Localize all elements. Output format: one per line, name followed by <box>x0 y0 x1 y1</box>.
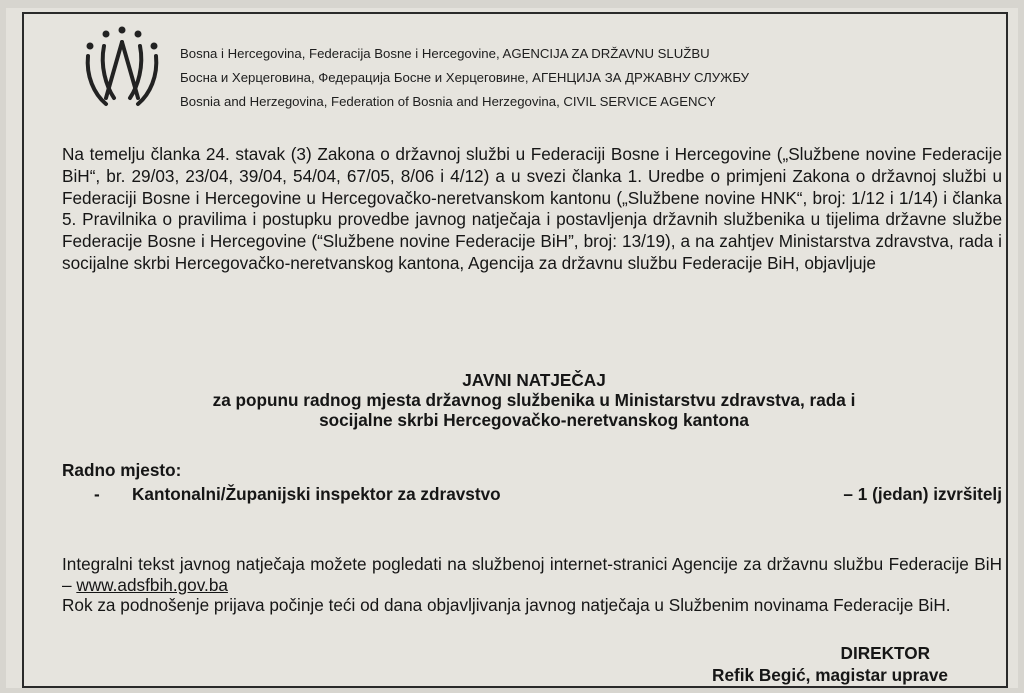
title-main: JAVNI NATJEČAJ <box>462 370 606 390</box>
signature-role: DIREKTOR <box>840 643 930 663</box>
agency-line-bosnian: Bosna i Hercegovina, Federacija Bosne i Hercegovine, AGENCIJA ZA DRŽAVNU SLUŽBU <box>180 46 710 61</box>
title-subtitle-line1: za popunu radnog mjesta državnog službenika u Ministarstvu zdravstva, rada i <box>212 390 856 410</box>
position-count: – 1 (jedan) izvršitelj <box>843 484 1002 504</box>
position-name: Kantonalni/Županijski inspektor za zdravstvo <box>132 484 501 504</box>
signature-block <box>712 642 948 686</box>
position-label: Radno mjesto: <box>62 460 182 480</box>
agency-line-english: Bosnia and Herzegovina, Federation of Bosnia and Herzegovina, CIVIL SERVICE AGENCY <box>180 94 716 109</box>
agency-header <box>180 42 749 114</box>
agency-line-cyrillic: Босна и Херцеговина, Федерација Босне и Херцеговине, АГЕНЦИЈА ЗА ДРЖАВНУ СЛУЖБУ <box>180 70 750 85</box>
footer-text-2: Rok za podnošenje prijava počinje teći od dana objavljivanja javnog natječaja u Službenim novinama Federacije BiH. <box>62 595 951 615</box>
footer-paragraph <box>62 554 1002 616</box>
agency-website-link[interactable]: www.adsfbih.gov.ba <box>76 574 228 595</box>
announcement-title <box>64 370 1004 430</box>
position-dash: - <box>94 484 100 504</box>
signature-name: Refik Begić, magistar uprave <box>712 665 948 685</box>
title-subtitle-line2: socijalne skrbi Hercegovačko-neretvanskog kantona <box>319 410 749 430</box>
announcement-frame <box>22 12 1008 688</box>
newspaper-page <box>6 8 1018 688</box>
intro-paragraph: Na temelju članka 24. stavak (3) Zakona o državnoj službi u Federaciji Bosne i Hercegovine („Službene novine Federacije BiH“, br. 29/03, 23/04, 39/04, 54/04, 67/05, 8/06 i 4/12) a u svezi članka 1. Uredbe o primjeni Zakona o državnoj službi u Federaciji Bosne i Hercegovine u Hercegovačko-neretvanskom kantonu („Službene novine HNK“, broj: 1/12 i 1/14) i članka 5. Pravilnika o pravilima i postupku provedbe javnog natječaja i postavljenja državnih službenika u tijelima državne službe Federacije Bosne i Hercegovine (“Službene novine Federacije BiH”, broj: 13/19), a na zahtjev Ministarstva zdravstva, rada i socijalne skrbi Hercegovačko-neretvanskog kantona, Agencija za državnu službu Federacije BiH, objavljuje <box>62 144 1002 273</box>
footer-text-1: Integralni tekst javnog natječaja možete pogledati na službenoj internet-stranici Agencije za državnu službu Federacije BiH – <box>62 554 1002 595</box>
agency-logo-icon <box>76 26 168 112</box>
